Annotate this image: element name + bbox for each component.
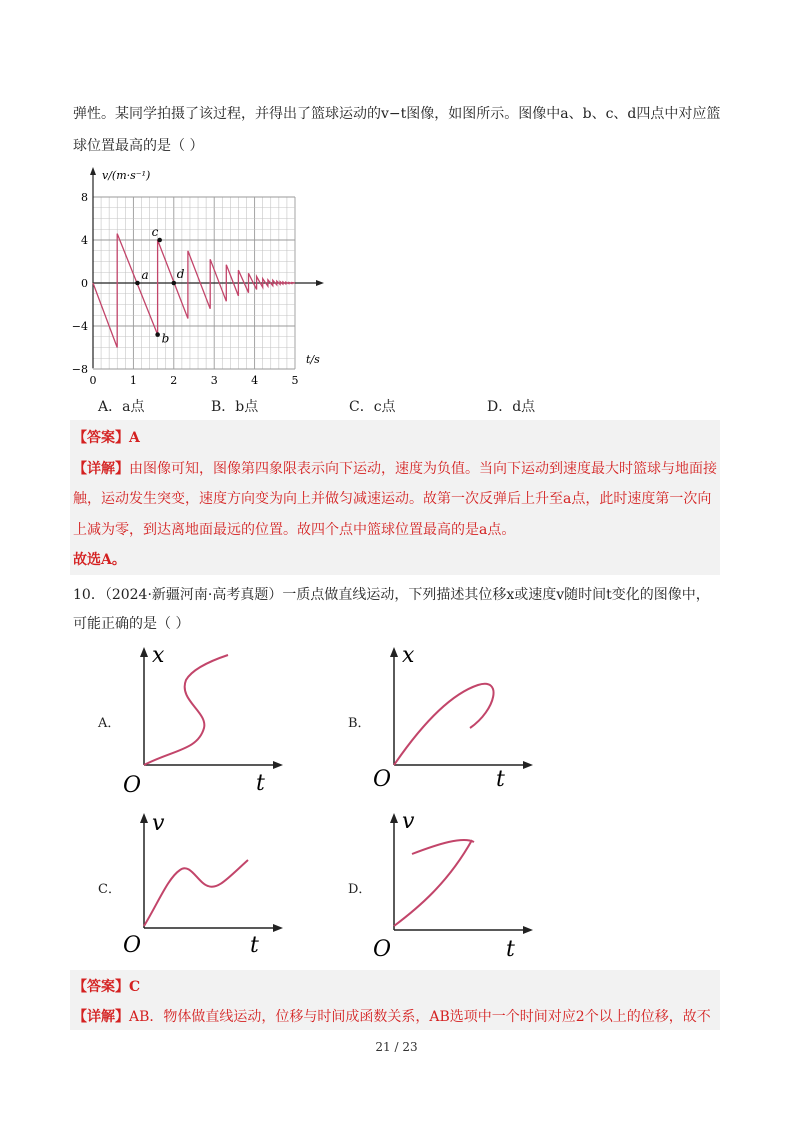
q9-option-b[interactable]: B．b点: [211, 399, 259, 415]
q9-detail-text1: 由图像可知，图像第四象限表示向下运动，速度为负值。当向下运动到速度最大时篮球与地面接: [129, 461, 717, 477]
q10-graph-c: [118, 808, 288, 968]
x-tick-label: 5: [291, 374, 299, 387]
q9-option-d[interactable]: D．d点: [487, 399, 536, 415]
y-tick-label: 8: [81, 191, 88, 204]
x-tick-label: 3: [210, 374, 218, 387]
point-label-b: b: [161, 331, 170, 346]
graph-d-curve-lower: [394, 840, 472, 926]
x-tick-label: 0: [89, 374, 97, 387]
q9-stem-line1: 弹性。某同学拍摄了该过程，并得出了篮球运动的v−t图像，如图所示。图像中a、b、c、d四点中对应篮: [73, 106, 721, 122]
q10-option-a-label[interactable]: A．: [98, 716, 121, 731]
point-d: [172, 281, 177, 286]
q9-stem-line2: 球位置最高的是（ ）: [73, 138, 204, 154]
y-tick-label: −4: [71, 320, 88, 333]
q9-detail-line1: [73, 458, 717, 478]
x-tick-label: 2: [170, 374, 178, 387]
q10-answer-tag: 【答案】: [73, 979, 129, 995]
vt-chart: [70, 163, 330, 388]
graph-a-xlabel: t: [256, 771, 265, 796]
page-number: 21 / 23: [375, 1040, 418, 1054]
q9-answer-value: A: [129, 430, 140, 446]
graph-c-ylabel: v: [152, 811, 165, 836]
graph-d-xlabel: t: [506, 937, 515, 962]
point-label-c: c: [151, 225, 159, 239]
x-tick-label: 4: [251, 374, 259, 387]
q9-conclusion: 故选A。: [73, 552, 126, 568]
q9-detail-tag: 【详解】: [73, 461, 129, 477]
q10-option-d-label[interactable]: D．: [348, 882, 372, 897]
graph-a-curve: [144, 655, 228, 765]
y-tick-label: −8: [71, 363, 88, 376]
q10-detail-text: AB．物体做直线运动，位移与时间成函数关系，AB选项中一个时间对应2个以上的位移，故不: [129, 1009, 711, 1025]
chart-ylabel: v/(m·s⁻¹): [102, 169, 151, 182]
graph-b-curve: [394, 684, 494, 765]
point-b: [155, 332, 160, 337]
q9-detail-line2: 触，运动发生突变，速度方向变为向上并做匀减速运动。故第一次反弹后上升至a点，此时速度第一次向: [73, 491, 712, 507]
q10-answer-value: C: [129, 979, 141, 995]
q9-answer: [73, 427, 140, 447]
graph-c-curve: [144, 860, 248, 926]
q9-detail-line3: 上减为零，到达离地面最远的位置。故四个点中篮球位置最高的是a点。: [73, 522, 516, 538]
graph-c-origin: O: [123, 933, 142, 958]
q9-answer-tag: 【答案】: [73, 430, 129, 446]
graph-d-ylabel: v: [402, 809, 415, 834]
q9-option-c[interactable]: C．c点: [349, 399, 396, 415]
q10-graph-b: [368, 640, 538, 800]
q10-stem-line1: 10．（2024·新疆河南·高考真题）一质点做直线运动，下列描述其位移x或速度v随时间t变化的图像中，: [73, 587, 710, 603]
y-tick-label: 0: [81, 277, 88, 290]
point-label-a: a: [141, 268, 149, 282]
q9-answer-box: [70, 420, 720, 575]
graph-c-xlabel: t: [250, 933, 259, 958]
q10-answer-box: [70, 970, 720, 1030]
q9-option-a[interactable]: A．a点: [98, 399, 145, 415]
q10-option-b-label[interactable]: B．: [348, 716, 371, 731]
chart-xlabel: t/s: [306, 353, 320, 366]
graph-b-xlabel: t: [496, 767, 505, 792]
graph-d-origin: O: [373, 937, 392, 962]
point-label-d: d: [176, 267, 185, 281]
q10-graph-d: [368, 808, 538, 968]
graph-a-origin: O: [123, 773, 142, 798]
q10-option-c-label[interactable]: C．: [98, 882, 121, 897]
graph-a-ylabel: x: [152, 643, 165, 668]
point-a: [135, 281, 140, 286]
q10-graph-a: [118, 640, 288, 800]
graph-b-ylabel: x: [402, 643, 415, 668]
q10-detail: [73, 1006, 711, 1026]
graph-b-origin: O: [373, 767, 392, 792]
q10-answer: [73, 976, 140, 996]
q10-detail-tag: 【详解】: [73, 1009, 129, 1025]
x-tick-label: 1: [129, 374, 137, 387]
y-tick-label: 4: [81, 234, 88, 247]
q10-stem-line2: 可能正确的是（ ）: [73, 616, 190, 632]
